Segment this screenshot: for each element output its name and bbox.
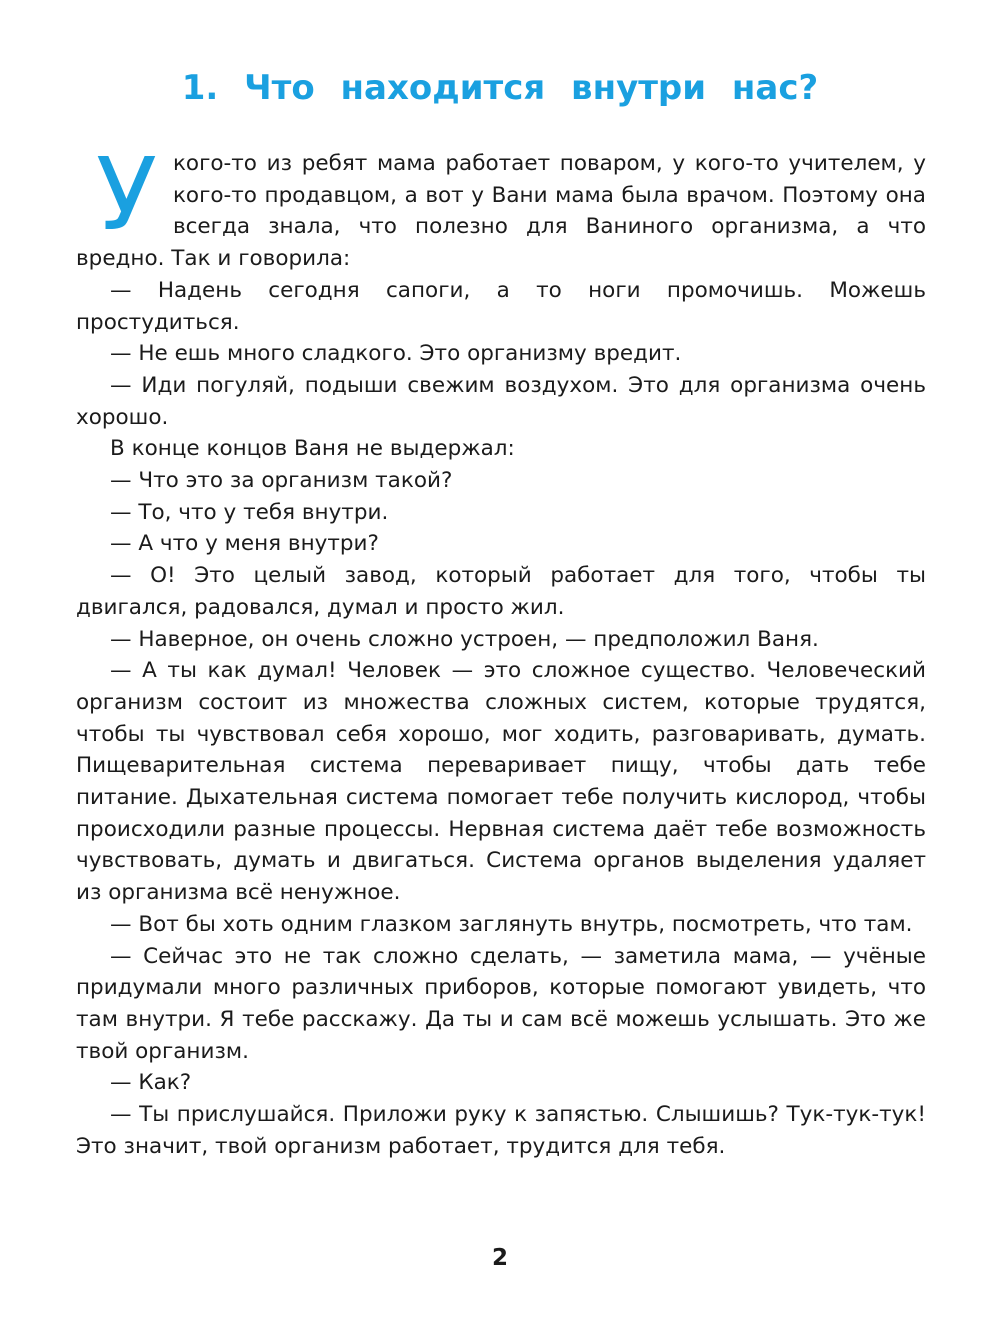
opening-paragraph-text: кого-то из ребят мама работает поваром, у кого-то учителем, у кого-то продавцом, а вот у Вани мама была врачом. Поэтому она всегда знала, что полезно для Ваниного организма, а что вредно. Так и говорила: bbox=[76, 151, 926, 272]
story-text bbox=[76, 136, 926, 1163]
opening-paragraph bbox=[76, 136, 926, 275]
dialogue-paragraph: — Как? bbox=[110, 1070, 192, 1096]
dialogue-paragraph: — То, что у тебя внутри. bbox=[110, 499, 389, 525]
dialogue-paragraph: — Наверное, он очень сложно устроен, — предположил Ваня. bbox=[110, 626, 819, 652]
drop-cap-letter: У bbox=[96, 136, 157, 253]
narration-paragraph: В конце концов Ваня не выдержал: bbox=[110, 436, 515, 462]
dialogue-paragraph: — Ты прислушайся. Приложи руку к запястью. Слышишь? Тук-тук-тук! Это значит, твой организм работает, трудится для тебя. bbox=[76, 1102, 926, 1159]
dialogue-paragraph: — Иди погуляй, подыши свежим воздухом. Это для организма очень хорошо. bbox=[76, 372, 926, 430]
page-title: 1. Что находится внутри нас? bbox=[181, 68, 819, 108]
dialogue-paragraph: — Что это за организм такой? bbox=[110, 468, 453, 494]
dialogue-paragraph: — Сейчас это не так сложно сделать, — заметила мама, — учёные придумали много различных приборов, которые помогают увидеть, что там внутри. Я тебе расскажу. Да ты и сам всё можешь услышать. Это же твой организм. bbox=[76, 943, 926, 1064]
page-number: 2 bbox=[491, 1245, 508, 1271]
dialogue-paragraph: — А ты как думал! Человек — это сложное существо. Человеческий организм состоит из множества сложных систем, которые трудятся, чтобы ты чувствовал себя хорошо, мог ходить, разговаривать, думать. Пищеварительная система переваривает пищу, чтобы дать тебе питание. Дыхательная система помогает тебе получить кислород, чтобы происходили разные процессы. Нервная система даёт тебе возможность чувствовать, думать и двигаться. Система органов выделения удаляет из организма всё ненужное. bbox=[76, 658, 926, 906]
dialogue-paragraph: — Надень сегодня сапоги, а то ноги промочишь. Можешь простудиться. bbox=[76, 277, 926, 335]
dialogue-paragraph: — Не ешь много сладкого. Это организму вредит. bbox=[110, 341, 682, 367]
dialogue-paragraph: — О! Это целый завод, который работает для того, чтобы ты двигался, радовался, думал и просто жил. bbox=[76, 563, 926, 620]
dialogue-paragraph: — А что у меня внутри? bbox=[110, 531, 379, 557]
dialogue-paragraph: — Вот бы хоть одним глазком заглянуть внутрь, посмотреть, что там. bbox=[110, 911, 913, 937]
